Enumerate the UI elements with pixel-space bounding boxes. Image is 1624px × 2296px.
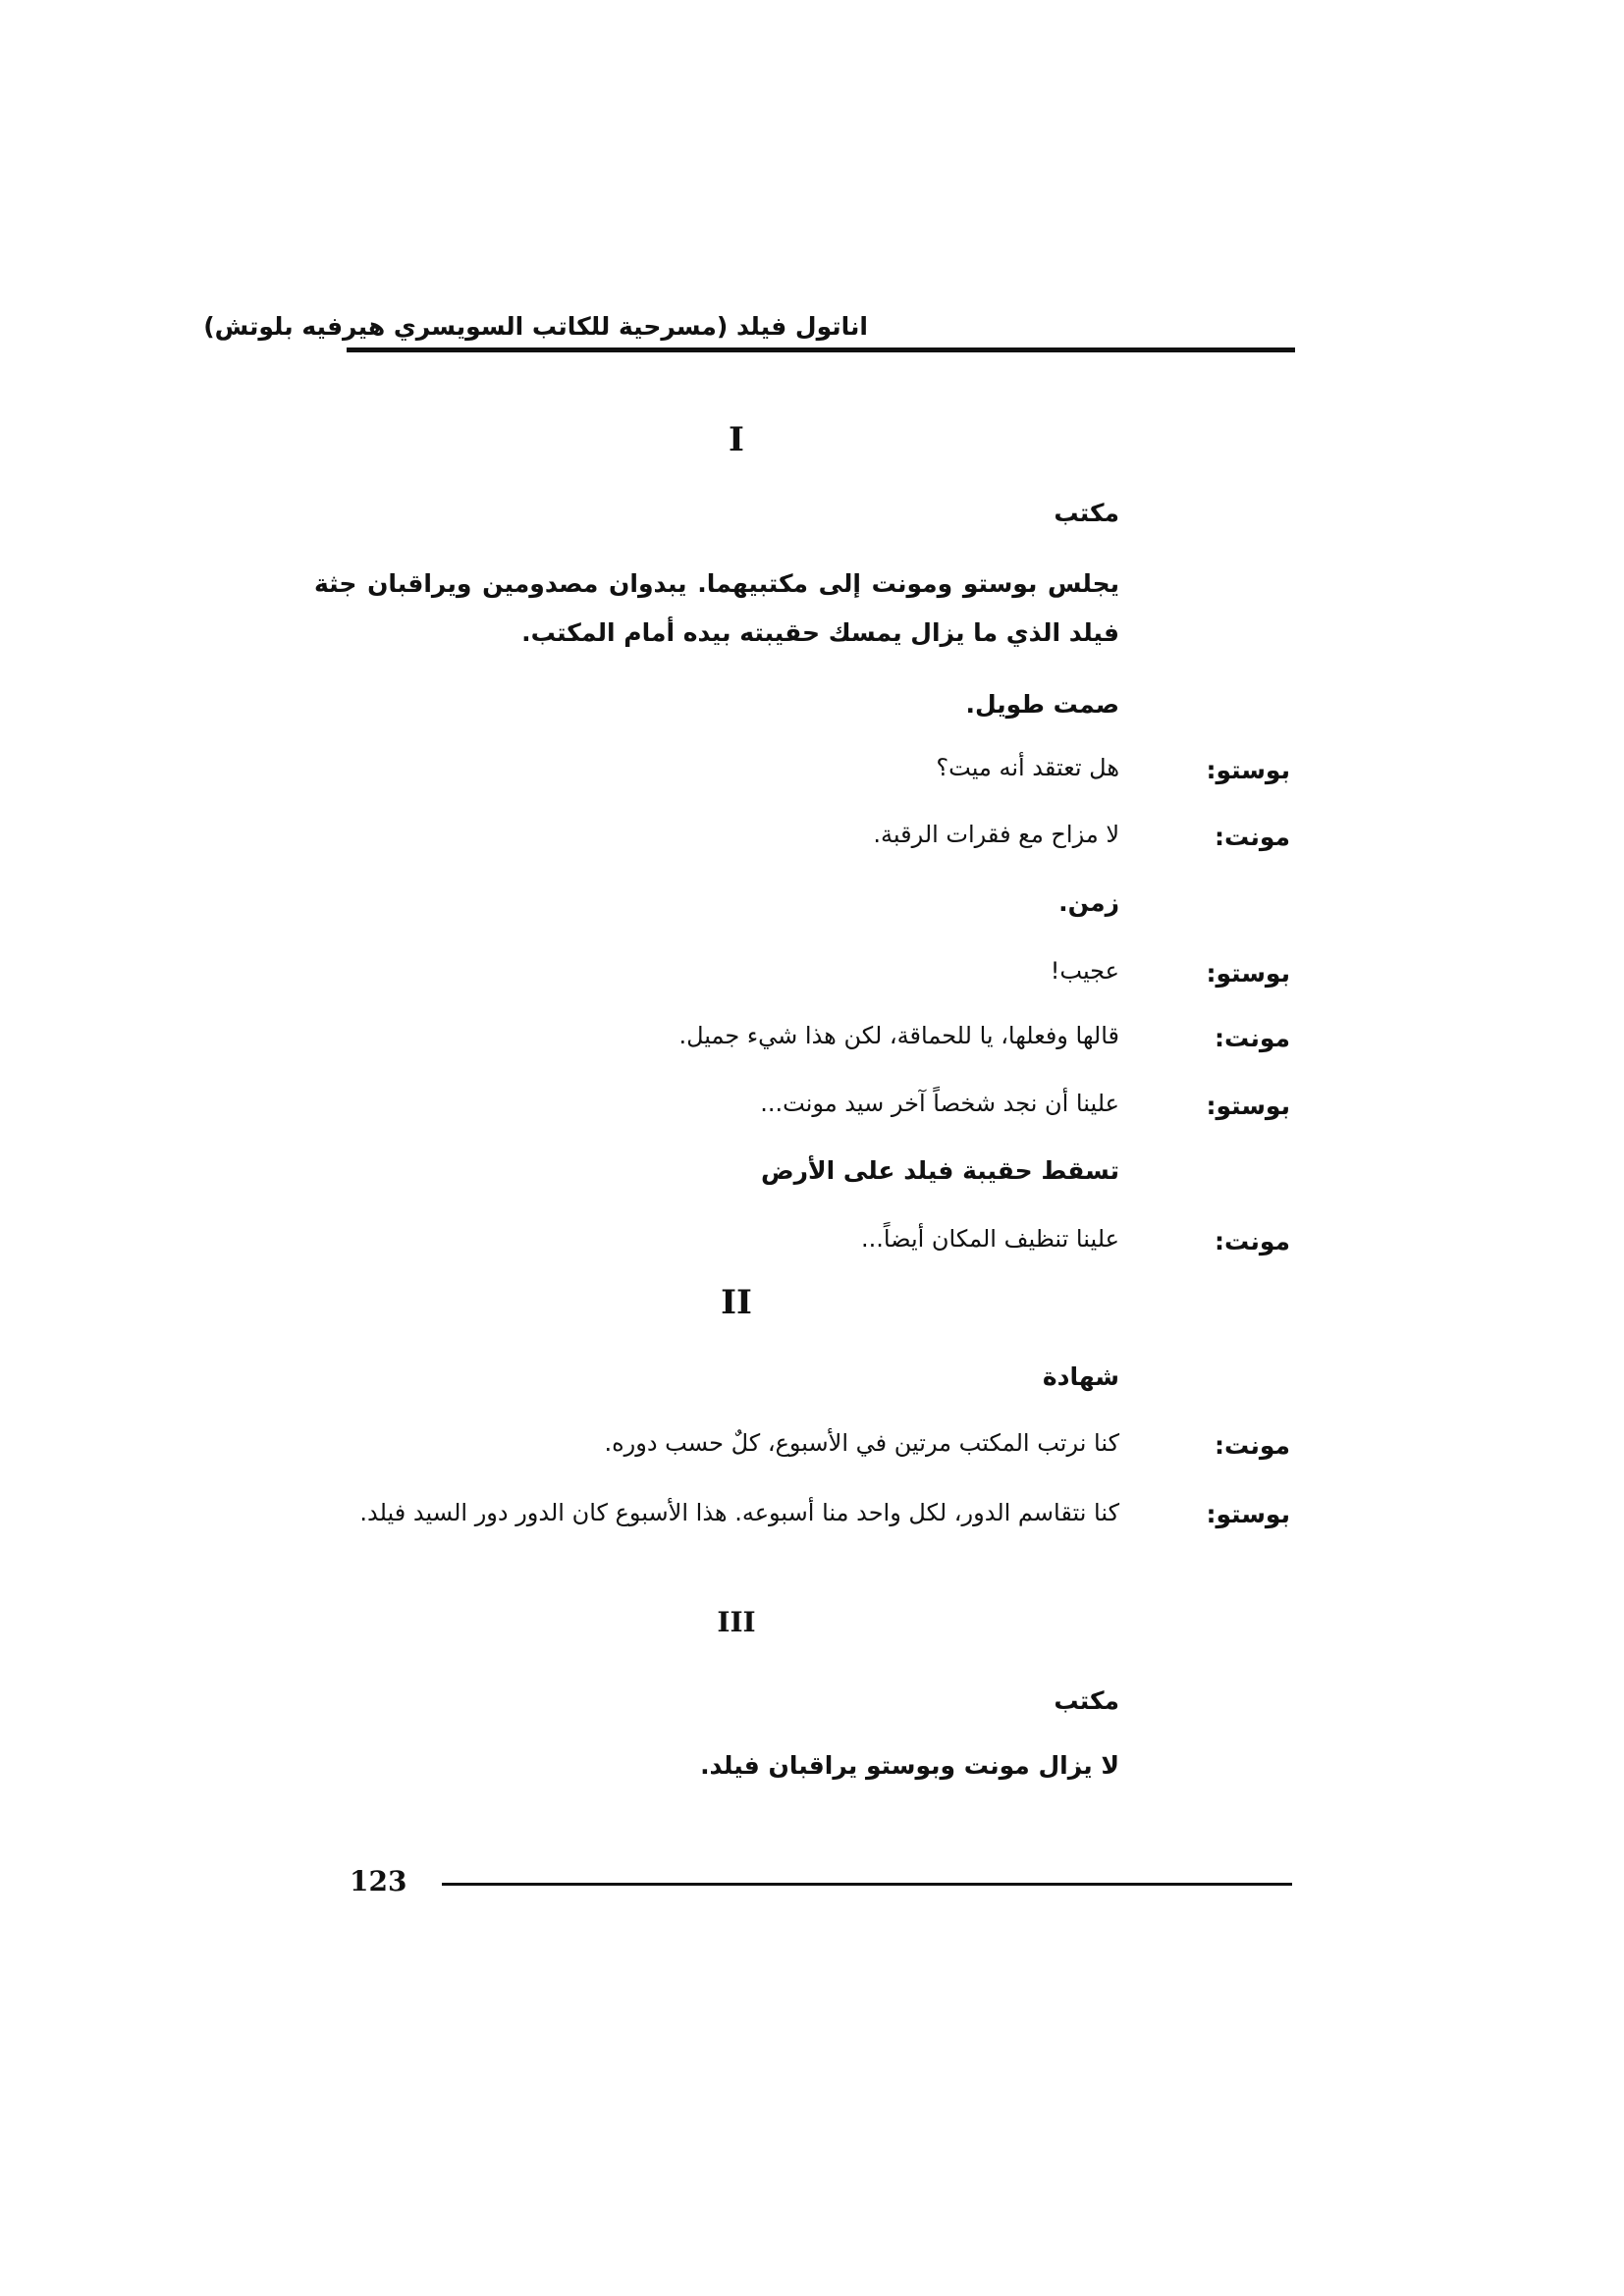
dialogue-line: قالها وفعلها، يا للحماقة، لكن هذا شيء جميل.	[678, 1022, 1119, 1049]
dialogue-line: عجيب!	[1050, 957, 1119, 985]
speaker-label: بوستو:	[1206, 1500, 1290, 1528]
page-number: 123	[350, 1865, 407, 1897]
dialogue-line: لا مزاح مع فقرات الرقبة.	[873, 821, 1119, 848]
dialogue-line: علينا أن نجد شخصاً آخر سيد مونت...	[760, 1090, 1119, 1117]
dialogue-paragraph: كنا نتقاسم الدور، لكل واحد منا أسبوعه. هذا الأسبوع كان الدور دور السيد فيلد.	[359, 1499, 1119, 1526]
stage-direction-1: يجلس بوستو ومونت إلى مكتبيهما. يبدوان مصدومين ويراقبان جثة فيلد الذي ما يزال يمسك حقيبته بيده أمام المكتب.	[314, 569, 1119, 647]
dialogue-line: كنا نرتب المكتب مرتين في الأسبوع، كلٌ حسب دوره.	[604, 1429, 1119, 1457]
scene-number-3: III	[717, 1606, 756, 1638]
footer-rule	[442, 1883, 1292, 1886]
stage-direction-3: لا يزال مونت وبوستو يراقبان فيلد.	[700, 1751, 1119, 1780]
running-header-title: اناتول فيلد (مسرحية للكاتب السويسري هيرفيه بلوتش)	[203, 312, 868, 341]
header-rule	[347, 347, 1295, 352]
scene-location-3: مكتب	[1054, 1686, 1119, 1715]
speaker-label: مونت:	[1214, 1431, 1290, 1460]
scene-location-1: مكتب	[1054, 499, 1119, 527]
dialogue-line: علينا تنظيف المكان أيضاً...	[860, 1225, 1119, 1253]
pause-long-silence: صمت طويل.	[965, 690, 1119, 719]
stage-action: تسقط حقيبة فيلد على الأرض	[761, 1156, 1119, 1185]
speaker-label: بوستو:	[1206, 756, 1290, 784]
speaker-label: بوستو:	[1206, 1092, 1290, 1120]
scene-number-2: II	[721, 1283, 752, 1322]
speaker-label: مونت:	[1214, 1227, 1290, 1255]
speaker-label: بوستو:	[1206, 959, 1290, 988]
scene-number-1: I	[729, 420, 744, 459]
pause-time: زمن.	[1058, 888, 1119, 917]
dialogue-line: هل تعتقد أنه ميت؟	[936, 754, 1119, 781]
scene-location-2: شهادة	[1042, 1362, 1119, 1391]
speaker-label: مونت:	[1214, 1024, 1290, 1052]
speaker-label: مونت:	[1214, 823, 1290, 851]
